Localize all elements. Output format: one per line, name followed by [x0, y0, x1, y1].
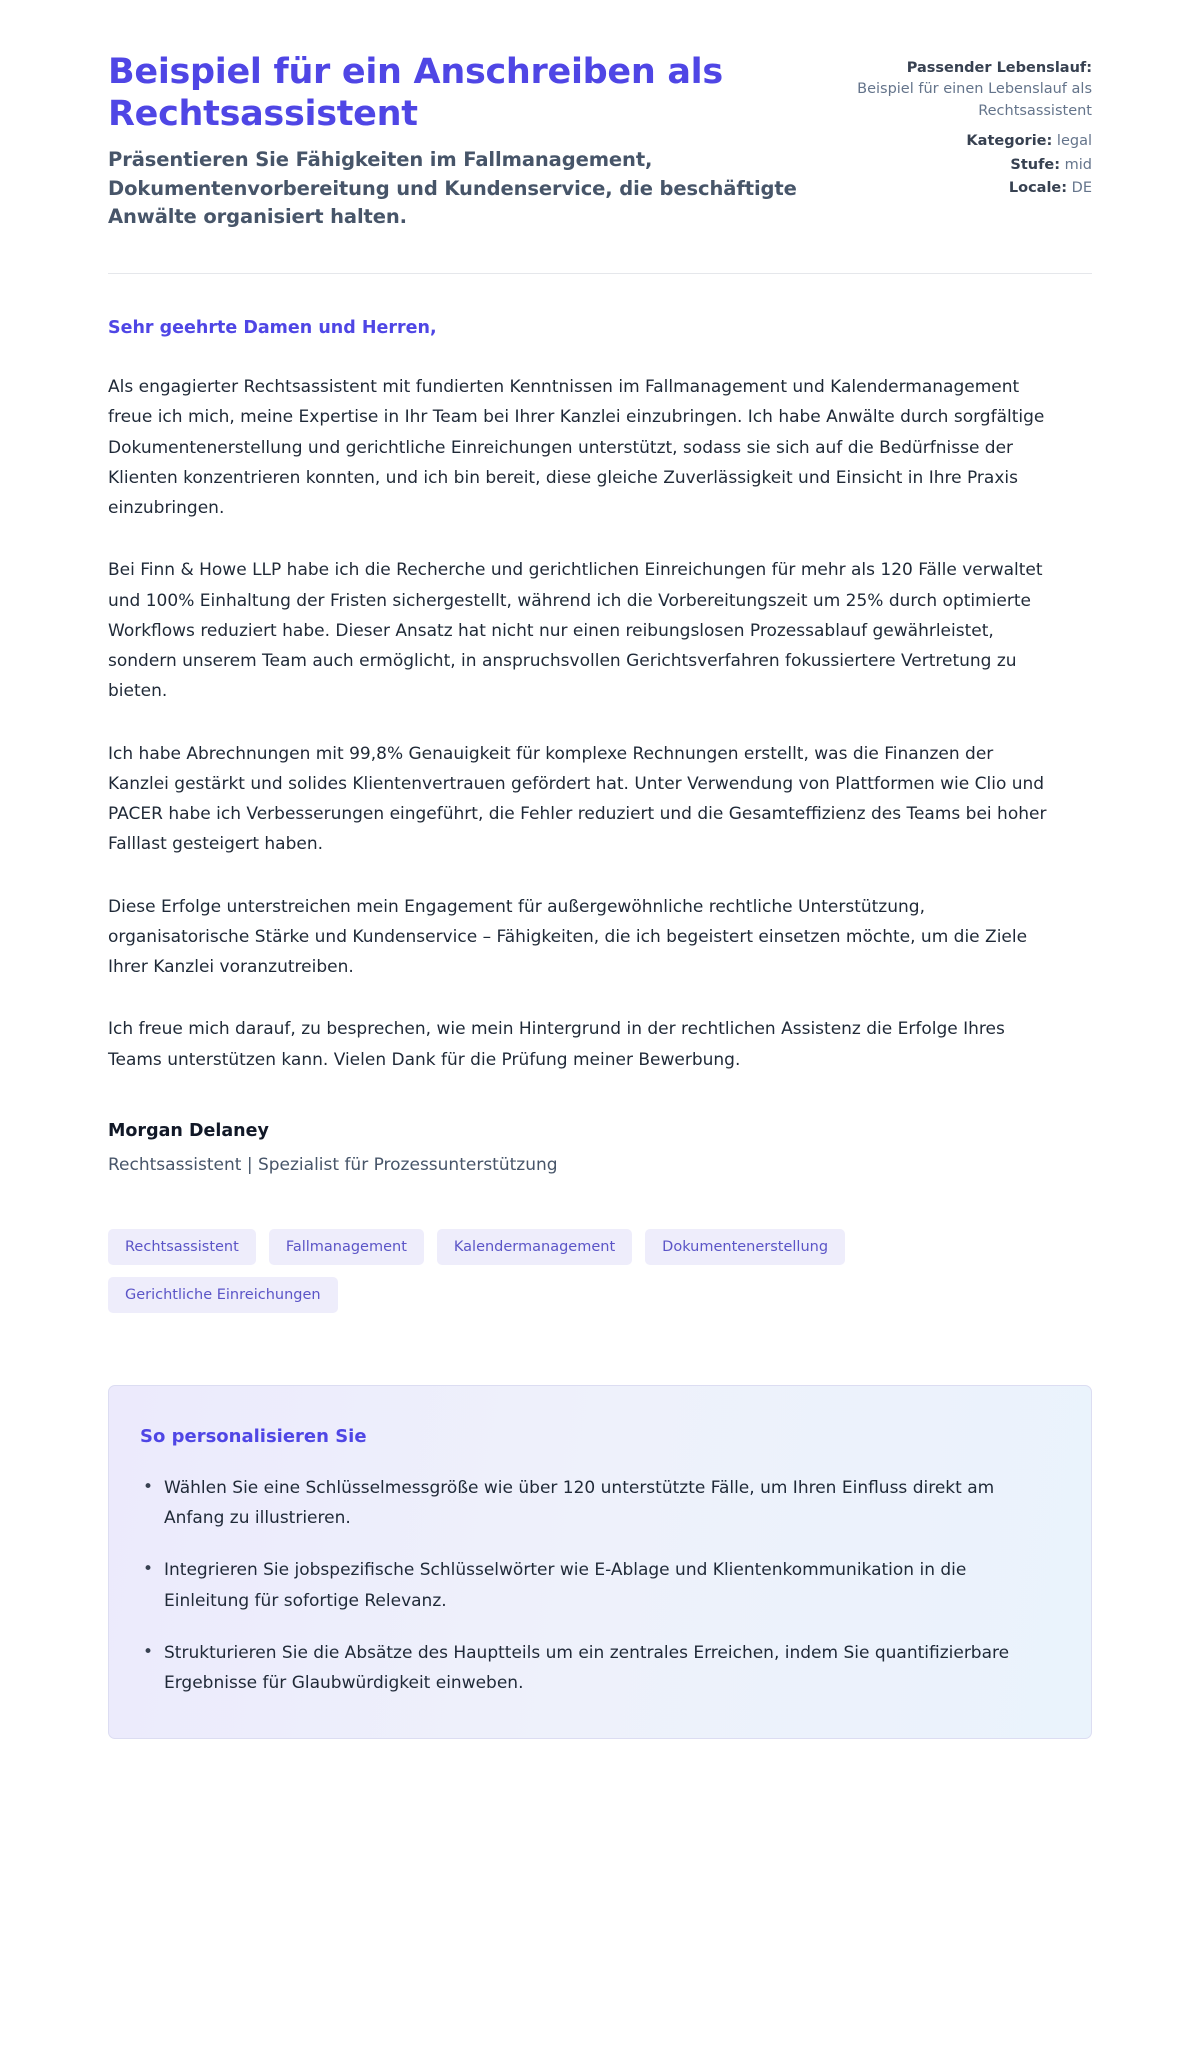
meta-locale: [852, 178, 1092, 199]
signature-role: Rechtsassistent | Spezialist für Prozessunterstützung: [108, 1154, 558, 1175]
signature-name: Morgan Delaney: [108, 1120, 269, 1141]
callout-tip-item: • Integrieren Sie jobspezifische Schlüsselwörter wie E-Ablage und Klientenkommunikation in die Einleitung für sofortige Relevanz.: [139, 1555, 1049, 1616]
letter-paragraph: Diese Erfolge unterstreichen mein Engagement für außergewöhnliche rechtliche Unterstützung, organisatorische Stärke und Kundenservice – Fähigkeiten, die ich begeistert einsetzen möchte, um die Ziele Ihrer Kanzlei voranzutreiben.: [108, 896, 1028, 978]
tag-list: [108, 1229, 968, 1313]
letter-greeting: Sehr geehrte Damen und Herren,: [108, 318, 437, 339]
callout-title: So personalisieren Sie: [140, 1425, 367, 1447]
meta-matching-resume-value: Beispiel für einen Lebenslauf als Rechtsassistent: [857, 81, 1092, 119]
letter-paragraph: Ich freue mich darauf, zu besprechen, wie mein Hintergrund in der rechtlichen Assistenz die Erfolge Ihres Teams unterstützen kann. Vielen Dank für die Prüfung meiner Bewerbung.: [108, 1019, 1005, 1070]
signature-block: [108, 1121, 1092, 1175]
personalization-callout: [108, 1385, 1092, 1740]
header-title-group: [108, 52, 818, 231]
page-subtitle: Präsentieren Sie Fähigkeiten im Fallmanagement, Dokumentenvorbereitung und Kundenservice, die beschäftigte Anwälte organisiert halten.: [108, 148, 797, 228]
tag-chip[interactable]: Dokumentenerstellung: [645, 1229, 845, 1265]
meta-level: [852, 155, 1092, 176]
letter-body: [108, 274, 1092, 1075]
meta-locale-label: Locale:: [1008, 180, 1068, 197]
metadata-panel: [852, 52, 1092, 202]
meta-category-label: Kategorie:: [966, 133, 1053, 150]
meta-matching-resume: [852, 58, 1092, 122]
page-title: Beispiel für ein Anschreiben als Rechtsassistent: [108, 52, 723, 134]
callout-tip-item: • Wählen Sie eine Schlüsselmessgröße wie über 120 unterstützte Fälle, um Ihren Einfluss direkt am Anfang zu illustrieren.: [139, 1473, 1049, 1534]
tag-chip[interactable]: Kalendermanagement: [437, 1229, 632, 1265]
meta-category: [852, 131, 1092, 152]
letter-paragraph: Ich habe Abrechnungen mit 99,8% Genauigkeit für komplexe Rechnungen erstellt, was die Finanzen der Kanzlei gestärkt und solides Klientenvertrauen gefördert hat. Unter Verwendung von Plattformen wie Clio und PACER habe ich Verbesserungen eingeführt, die Fehler reduziert und die Gesamteffizienz des Teams bei hoher Falllast gesteigert haben.: [108, 743, 1047, 855]
meta-level-label: Stufe:: [1010, 156, 1061, 173]
meta-category-value: legal: [1056, 133, 1092, 150]
meta-matching-resume-label: Passender Lebenslauf:: [906, 60, 1092, 76]
callout-tip-list: [139, 1473, 1053, 1699]
letter-paragraph: Bei Finn & Howe LLP habe ich die Recherche und gerichtlichen Einreichungen für mehr als 120 Fälle verwaltet und 100% Einhaltung der Fristen sichergestellt, während ich die Vorbereitungszeit um 25% durch optimierte Workflows reduziert habe. Dieser Ansatz hat nicht nur einen reibungslosen Prozessablauf gewährleistet, sondern unserem Team auch ermöglicht, in anspruchsvollen Gerichtsverfahren fokussiertere Vertretung zu bieten.: [108, 560, 1043, 702]
letter-paragraph: Als engagierter Rechtsassistent mit fundierten Kenntnissen im Fallmanagement und Kalendermanagement freue ich mich, meine Expertise in Ihr Team bei Ihrer Kanzlei einzubringen. Ich habe Anwälte durch sorgfältige Dokumentenerstellung und gerichtliche Einreichungen unterstützt, sodass sie sich auf die Bedürfnisse der Klienten konzentrieren konnten, und ich bin bereit, diese gleiche Zuverlässigkeit und Einsicht in Ihre Praxis einzubringen.: [108, 377, 1045, 519]
meta-locale-value: DE: [1071, 180, 1092, 197]
tag-chip[interactable]: Gerichtliche Einreichungen: [108, 1277, 338, 1313]
meta-level-value: mid: [1064, 156, 1092, 173]
tag-chip[interactable]: Rechtsassistent: [108, 1229, 256, 1265]
letter-paragraphs: [108, 372, 1092, 1075]
document-header: [108, 52, 1092, 231]
tag-chip[interactable]: Fallmanagement: [269, 1229, 424, 1265]
callout-tip-item: • Strukturieren Sie die Absätze des Hauptteils um ein zentrales Erreichen, indem Sie quantifizierbare Ergebnisse für Glaubwürdigkeit einweben.: [139, 1638, 1049, 1699]
